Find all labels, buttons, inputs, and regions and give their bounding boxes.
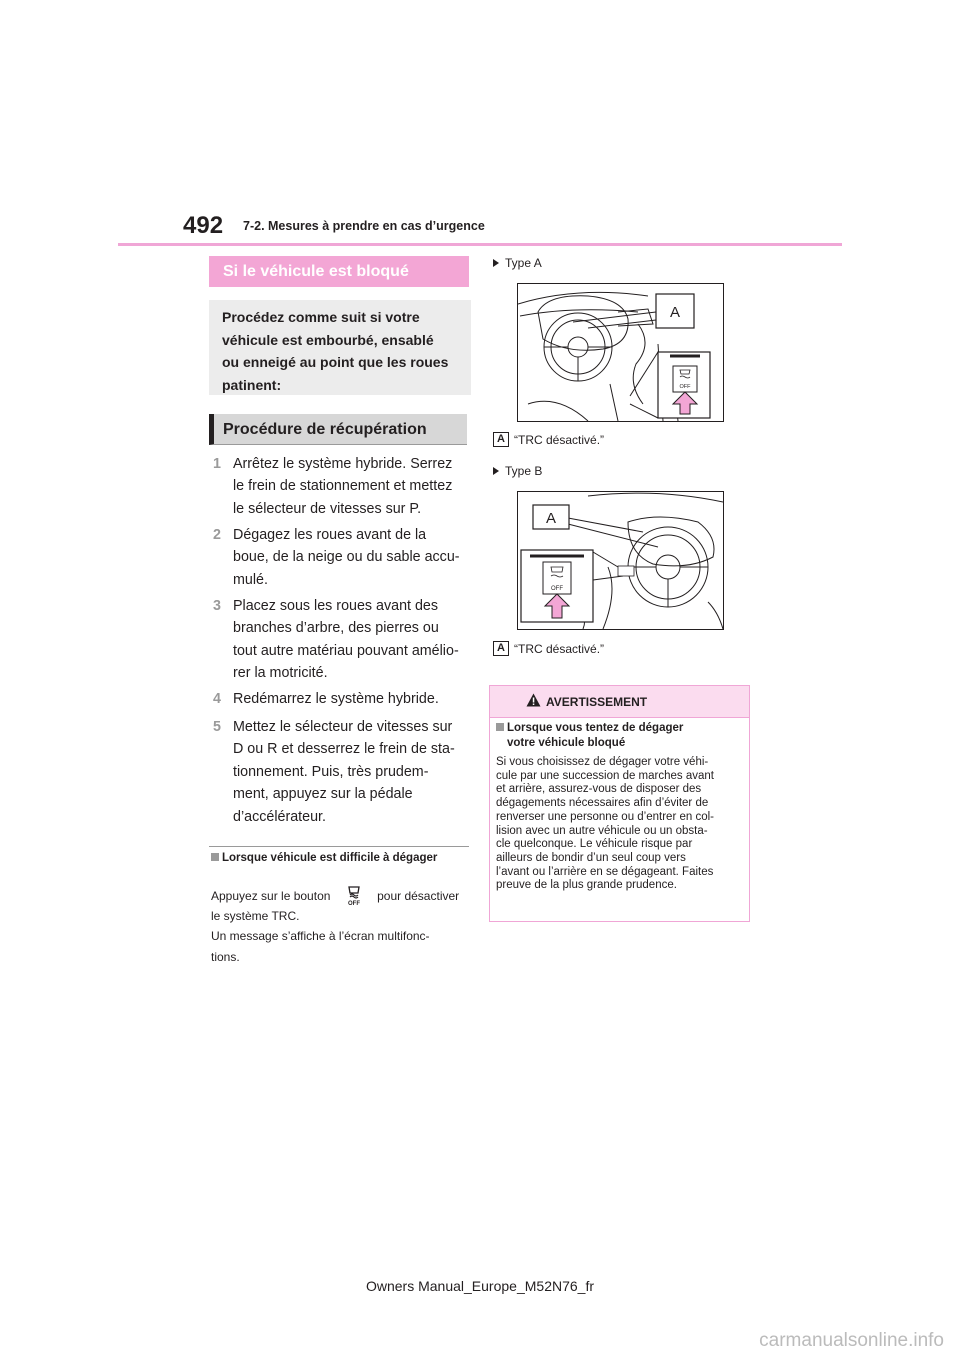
step-line: le frein de stationnement et mettez (233, 478, 453, 495)
intro-line: véhicule est embourbé, ensablé (222, 331, 434, 348)
footer: Owners Manual_Europe_M52N76_fr (365, 1278, 594, 1294)
caption-type-a (493, 432, 604, 447)
warning-line: l’avant ou l’arrière en se dégageant. Faites (496, 865, 714, 878)
caption-text: “TRC désactivé.” (514, 432, 605, 447)
step-line: branches d’arbre, des pierres ou (233, 620, 439, 637)
square-bullet-icon (211, 853, 219, 861)
warning-subtitle (496, 721, 741, 751)
intro-line: Procédez comme suit si votre (222, 309, 420, 325)
warning-box (489, 685, 750, 922)
svg-text:OFF: OFF (347, 901, 360, 906)
warning-body (496, 756, 744, 893)
warning-line: dégagements nécessaires afin d’éviter de (496, 797, 709, 810)
note-line-1 (211, 884, 459, 909)
step-number: 2 (213, 527, 221, 543)
svg-text:A: A (545, 510, 557, 527)
intro-line: ou enneigé au point que les roues (222, 354, 449, 370)
step-line: le sélecteur de vitesses sur P. (233, 500, 422, 517)
step-line: Dégagez les roues avant de la (233, 527, 427, 543)
note-text: Appuyez sur le bouton (211, 889, 331, 903)
intro-line: patinent: (222, 376, 282, 393)
triangle-bullet-icon (493, 467, 499, 475)
note-text: pour désactiver (377, 889, 460, 903)
triangle-bullet-icon (493, 259, 499, 267)
warning-line: renverser une personne ou d’entrer en col- (496, 810, 714, 823)
step-line: Placez sous les roues avant des (233, 598, 439, 614)
callout-badge-a: A (493, 432, 509, 447)
warning-subtitle-line: Lorsque vous tentez de dégager (507, 722, 684, 734)
figure-type-a (517, 283, 724, 422)
type-a-label (493, 256, 542, 270)
step-line: D ou R et desserrez le frein de sta- (233, 741, 455, 758)
warning-line: et arrière, assurez-vous de disposer des (496, 783, 702, 796)
step-line: boue, de la neige ou du sable accu- (233, 549, 460, 566)
caption-type-b (493, 641, 604, 656)
square-bullet-icon (496, 723, 504, 731)
warning-triangle-icon (526, 693, 541, 707)
caption-text: “TRC désactivé.” (514, 641, 605, 656)
warning-line: cle quelconque. Le véhicule risque par (496, 838, 693, 851)
step-line: tionnement. Puis, très prudem- (233, 763, 429, 780)
step-line: d’accélérateur. (233, 808, 326, 825)
step-line: rer la motricité. (233, 665, 328, 682)
figure-type-b (517, 491, 724, 630)
note-title (211, 852, 437, 864)
step-line: Mettez le sélecteur de vitesses sur (233, 719, 453, 735)
note-title-text: Lorsque véhicule est difficile à dégager (222, 852, 438, 864)
page-number: 492 (183, 212, 224, 239)
warning-line: lision avec un autre véhicule ou un obsta- (496, 824, 708, 837)
step-line: Redémarrez le système hybride. (233, 691, 439, 707)
warning-line: Si vous choisissez de dégager votre véhi- (496, 756, 709, 768)
warning-line: ailleurs de bondir d’un seul coup vers (496, 851, 686, 864)
intro-box (209, 300, 471, 395)
step-number: 1 (213, 456, 221, 472)
warning-subtitle-line: votre véhicule bloqué (507, 737, 626, 749)
section-title: 7-2. Mesures à prendre en cas d’urgence (243, 219, 485, 233)
warning-header (490, 686, 749, 718)
step-number: 3 (213, 598, 221, 614)
warning-title: AVERTISSEMENT (546, 695, 648, 709)
note-divider (209, 846, 469, 847)
svg-text:OFF: OFF (551, 586, 563, 592)
step-number: 4 (213, 691, 221, 707)
step-line: Arrêtez le système hybride. Serrez (233, 456, 453, 472)
svg-text:A: A (669, 304, 681, 321)
step-number: 5 (213, 719, 221, 735)
type-a-text: Type A (505, 256, 542, 270)
step-line: tout autre matériau pouvant amélio- (233, 642, 459, 659)
step-line: ment, appuyez sur la pédale (233, 786, 413, 803)
type-b-label (493, 464, 542, 478)
svg-text:OFF: OFF (679, 384, 691, 390)
recovery-procedure-heading: Procédure de récupération (209, 414, 467, 445)
type-b-text: Type B (505, 464, 543, 478)
warning-line: preuve de la plus grande prudence. (496, 879, 677, 892)
note-line-2: le système TRC. (211, 909, 300, 923)
note-line-4: tions. (211, 950, 240, 964)
watermark: carmanualsonline.info (759, 1330, 944, 1351)
note-line-3: Un message s’affiche à l’écran multifonc- (211, 929, 430, 943)
trc-off-button-icon (334, 884, 374, 909)
callout-badge-a: A (493, 641, 509, 656)
step-line: mulé. (233, 571, 268, 588)
header-rule (118, 243, 842, 246)
section-heading-vehicle-stuck: Si le véhicule est bloqué (209, 256, 469, 287)
warning-line: cule par une succession de marches avant (496, 769, 714, 782)
